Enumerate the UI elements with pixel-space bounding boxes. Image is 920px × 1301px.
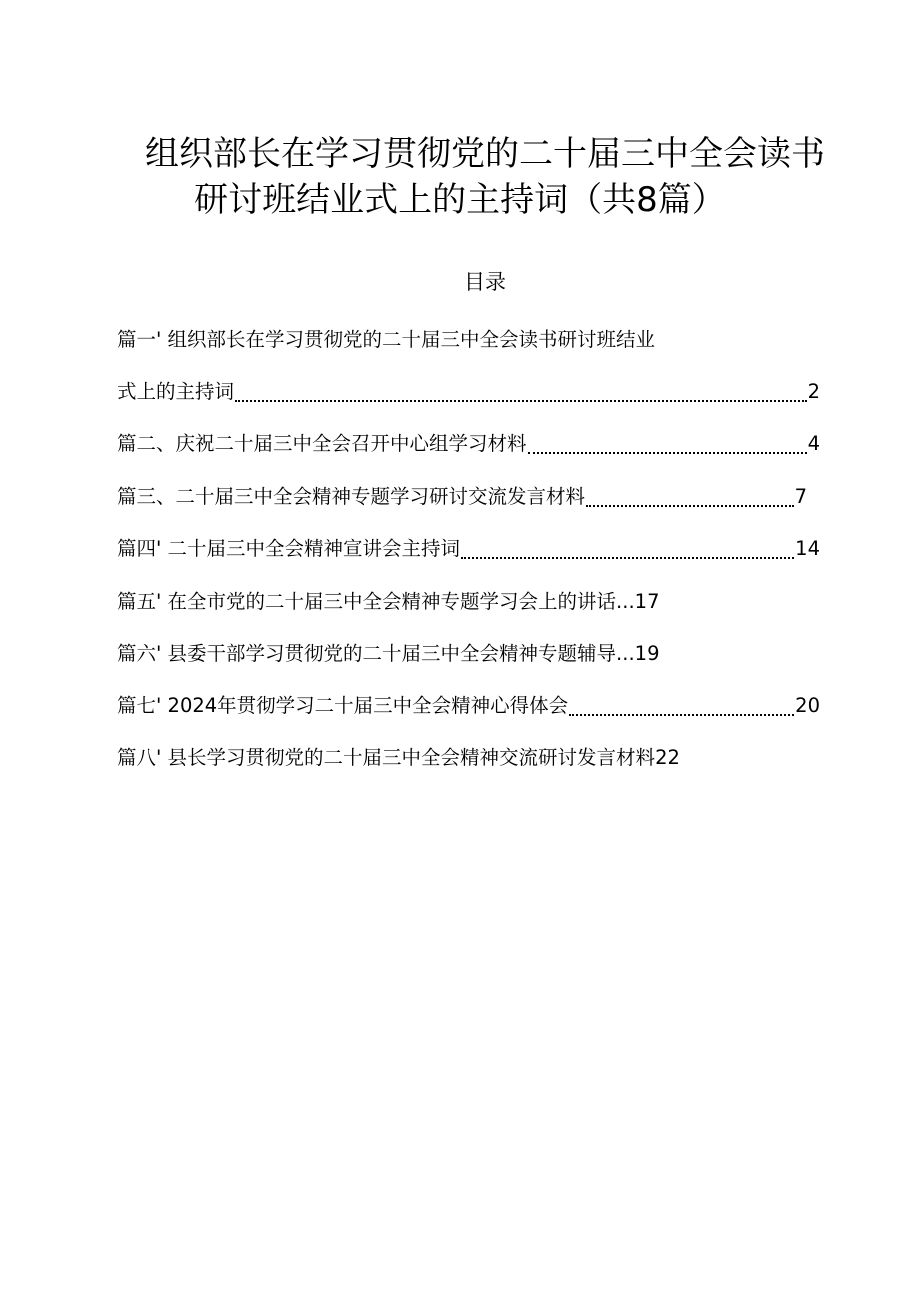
toc-entry-2[interactable] — [117, 427, 820, 461]
toc-entry-page: 4 — [807, 432, 820, 455]
toc-entry-4[interactable] — [117, 532, 820, 566]
toc-heading: 目录 — [464, 270, 506, 294]
toc-entry-page: 20 — [795, 694, 820, 717]
dot-leader — [569, 714, 794, 716]
toc-entry-6[interactable] — [117, 637, 820, 671]
dot-leader — [586, 505, 794, 507]
dot-leader — [528, 452, 807, 454]
toc-entry-page: 17 — [634, 590, 660, 613]
toc-entry-1-first-line[interactable]: 篇一' 组织部长在学习贯彻党的二十届三中全会读书研讨班结业 — [117, 328, 656, 351]
toc-entry-label: 篇二、庆祝二十届三中全会召开中心组学习材料 — [117, 432, 527, 455]
toc-entry-page: 19 — [634, 642, 660, 665]
toc-entry-label: 篇八' 县长学习贯彻党的二十届三中全会精神交流研讨发言材料 — [117, 746, 656, 769]
toc-entry-label: 篇四' 二十届三中全会精神宣讲会主持词 — [117, 537, 461, 560]
toc-entry-8[interactable] — [117, 741, 820, 775]
toc-entry-label: 篇六' 县委干部学习贯彻党的二十届三中全会精神专题辅导... — [117, 642, 635, 665]
toc-entry-label: 篇七' 2024年贯彻学习二十届三中全会精神心得体会 — [117, 694, 569, 717]
dot-leader — [461, 557, 794, 559]
toc-entry-label: 篇三、二十届三中全会精神专题学习研讨交流发言材料 — [117, 485, 586, 508]
document-title-line-1: 组织部长在学习贯彻党的二十届三中全会读书 — [145, 134, 825, 174]
dot-leader — [235, 400, 807, 402]
toc-entry-page: 22 — [655, 746, 680, 769]
toc-entry-page: 2 — [807, 380, 820, 403]
toc-entry-page: 14 — [795, 537, 820, 560]
toc-entry-3[interactable] — [117, 480, 807, 514]
toc-entry-label: 式上的主持词 — [117, 380, 235, 403]
toc-entry-7[interactable] — [117, 689, 820, 723]
toc-entry-1[interactable] — [117, 375, 820, 409]
document-title-line-2: 研讨班结业式上的主持词（共8篇） — [194, 180, 726, 220]
toc-entry-label: 篇五' 在全市党的二十届三中全会精神专题学习会上的讲话... — [117, 590, 635, 613]
toc-entry-5[interactable] — [117, 585, 820, 619]
toc-entry-page: 7 — [794, 485, 807, 508]
